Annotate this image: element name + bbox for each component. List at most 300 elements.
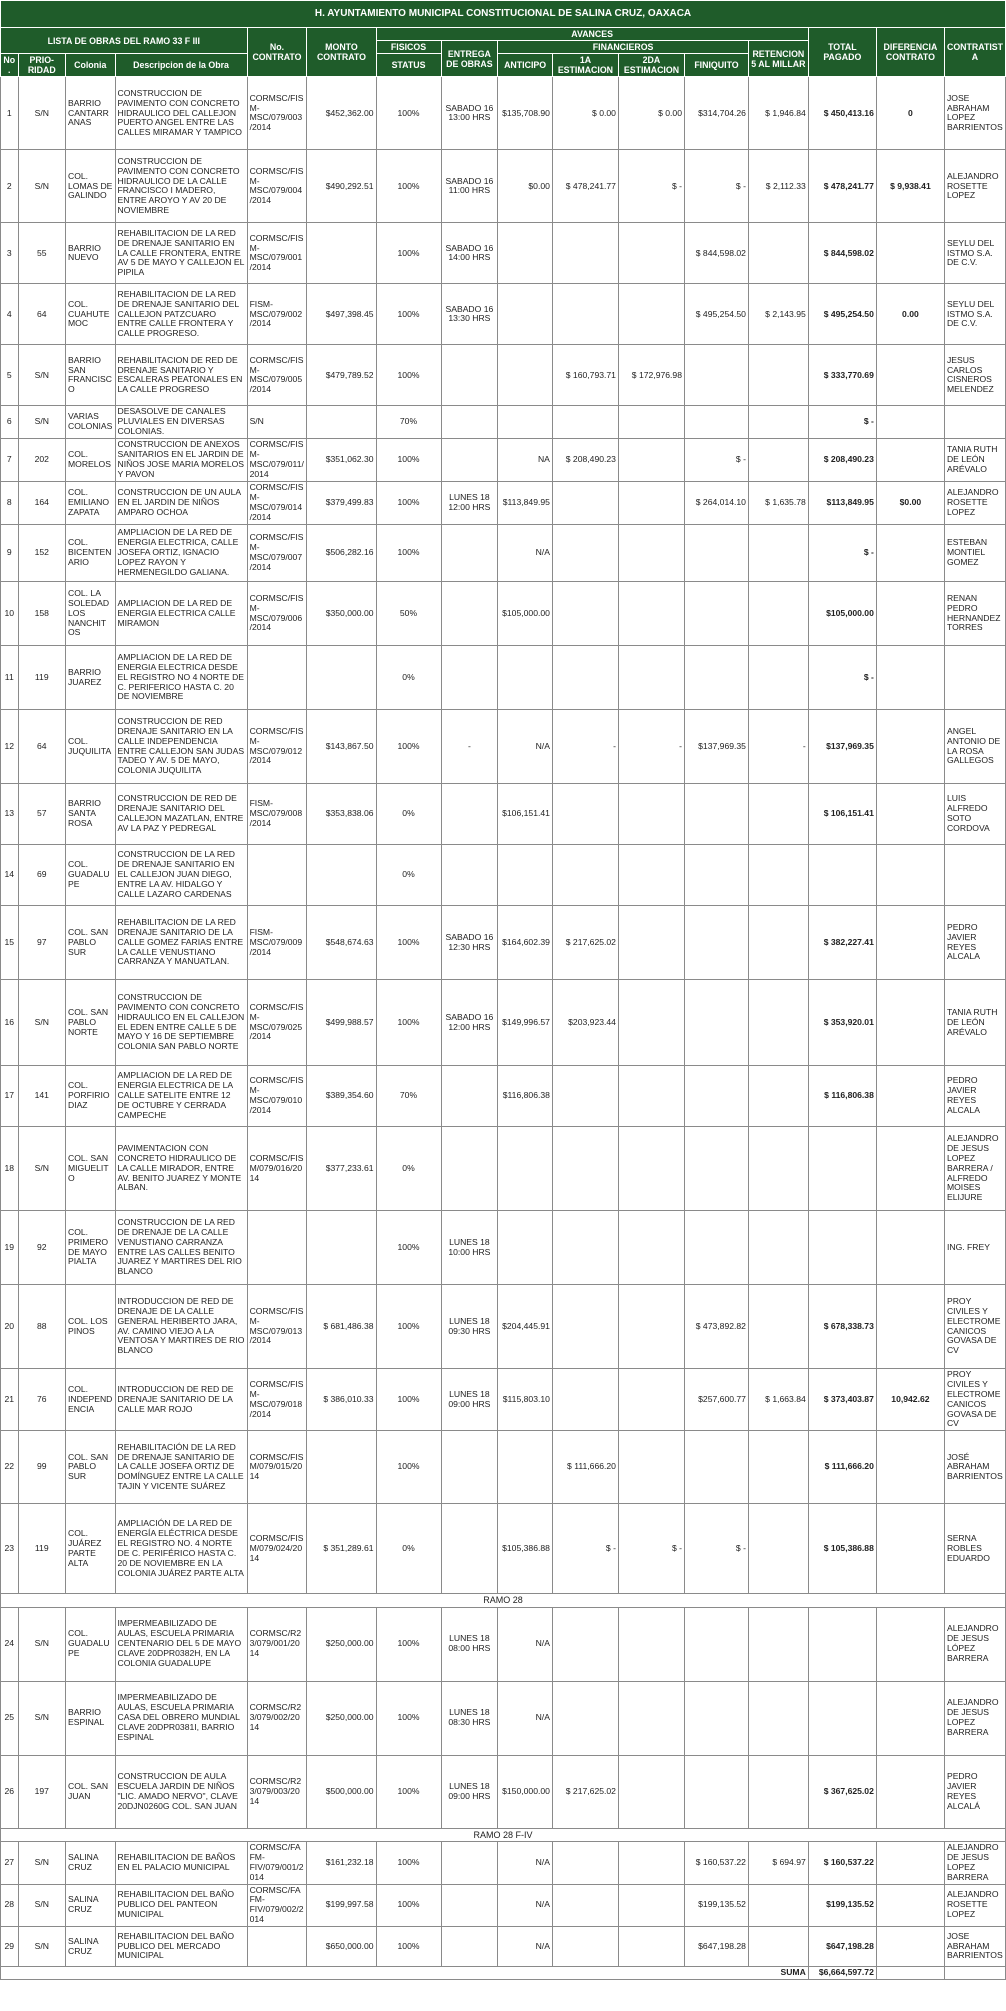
row-retention: $ 694.97 (748, 1842, 808, 1885)
row-retention (748, 1285, 808, 1369)
row-contractor: ALEJANDRO DE JESUS LOPEZ BARRERA (944, 1842, 1005, 1885)
row-contract-amount: $499,988.57 (307, 980, 376, 1066)
row-difference (876, 1504, 944, 1594)
row-number: 18 (1, 1127, 19, 1211)
row-colonia: SALINA CRUZ (65, 1884, 115, 1927)
row-description: INTRODUCCION DE RED DE DRENAJE DE LA CALLE GENERAL HERIBERTO JARA, AV. CAMINO VIEJO A LA VENTOSA Y MARTIRES DE RIO BLANCO (115, 1285, 247, 1369)
row-description: AMPLIACION DE LA RED DE ENERGIA ELECTRICA CALLE MIRAMON (115, 582, 247, 646)
row-difference (876, 906, 944, 980)
row-number: 27 (1, 1842, 19, 1885)
row-status: 100% (376, 150, 441, 223)
table-row (1, 345, 1006, 406)
row-difference: 10,942.62 (876, 1369, 944, 1431)
row-advance: $150,000.00 (498, 1755, 553, 1828)
row-colonia: COL. LOS PINOS (65, 1285, 115, 1369)
row-description: CONSTRUCCION DE PAVIMENTO CON CONCRETO HIDRAULICO DEL CALLEJON PUERTO ANGEL ENTRE LAS CALLES MIRAMAR Y TAMPICO (115, 77, 247, 150)
row-settlement: $ - (684, 150, 748, 223)
header-financieros: FINANCIEROS (498, 41, 749, 54)
row-number: 23 (1, 1504, 19, 1594)
row-contractor: SEYLU DEL ISTMO S.A. DE C.V. (944, 284, 1005, 345)
table-row (1, 150, 1006, 223)
row-total-paid: $ 450,413.16 (808, 77, 876, 150)
row-total-paid: $ 478,241.77 (808, 150, 876, 223)
row-status: 70% (376, 1066, 441, 1127)
row-difference (876, 710, 944, 784)
row-settlement: $ 844,598.02 (684, 223, 748, 284)
row-contractor: JOSÉ ABRAHAM BARRIENTOS (944, 1431, 1005, 1504)
table-row (1, 1681, 1006, 1755)
row-contractor: JOSE ABRAHAM LOPEZ BARRIENTOS (944, 77, 1005, 150)
row-delivery (441, 646, 498, 710)
row-contract-amount: $548,674.63 (307, 906, 376, 980)
row-retention (748, 1066, 808, 1127)
row-advance (498, 1127, 553, 1211)
row-estimate-1 (552, 284, 618, 345)
row-retention (748, 784, 808, 845)
row-estimate-2 (618, 646, 684, 710)
row-total-paid (808, 1211, 876, 1285)
row-colonia: BARRIO JUAREZ (65, 646, 115, 710)
row-settlement (684, 1127, 748, 1211)
row-difference (876, 1755, 944, 1828)
row-priority: 99 (18, 1431, 65, 1504)
row-contractor: JOSE ABRAHAM BARRIENTOS (944, 1927, 1005, 1967)
row-colonia: COL. SAN PABLO SUR (65, 1431, 115, 1504)
table-row (1, 1127, 1006, 1211)
row-status: 100% (376, 77, 441, 150)
row-contract-amount: $ 351,289.61 (307, 1504, 376, 1594)
row-number: 15 (1, 906, 19, 980)
row-total-paid: $ 678,338.73 (808, 1285, 876, 1369)
row-total-paid: $ 208,490.23 (808, 439, 876, 482)
row-estimate-1 (552, 1607, 618, 1681)
row-advance: NA (498, 439, 553, 482)
row-difference (876, 1127, 944, 1211)
row-contract-amount: $143,867.50 (307, 710, 376, 784)
row-total-paid (808, 1681, 876, 1755)
row-retention (748, 582, 808, 646)
row-advance (498, 1211, 553, 1285)
row-estimate-2 (618, 784, 684, 845)
row-delivery (441, 582, 498, 646)
row-settlement (684, 906, 748, 980)
header-retencion: RETENCION 5 AL MILLAR (748, 41, 808, 77)
row-delivery (441, 1066, 498, 1127)
row-settlement: $ 495,254.50 (684, 284, 748, 345)
row-colonia: COL. SAN JUAN (65, 1755, 115, 1828)
row-status: 0% (376, 1504, 441, 1594)
row-contract-number (247, 1211, 307, 1285)
row-retention (748, 1211, 808, 1285)
row-estimate-1 (552, 525, 618, 582)
row-difference (876, 1431, 944, 1504)
row-status: 70% (376, 406, 441, 439)
row-delivery: LUNES 18 09:00 HRS (441, 1369, 498, 1431)
row-total-paid: $ 111,666.20 (808, 1431, 876, 1504)
row-estimate-1 (552, 1681, 618, 1755)
row-estimate-2: $ 172,976.98 (618, 345, 684, 406)
row-settlement (684, 1755, 748, 1828)
row-difference: 0 (876, 77, 944, 150)
row-delivery: LUNES 18 09:30 HRS (441, 1285, 498, 1369)
row-number: 9 (1, 525, 19, 582)
row-contract-number: FISM-MSC/079/009/2014 (247, 906, 307, 980)
row-retention (748, 646, 808, 710)
row-number: 20 (1, 1285, 19, 1369)
row-status: 100% (376, 710, 441, 784)
row-contractor (944, 406, 1005, 439)
row-number: 14 (1, 845, 19, 906)
row-estimate-2 (618, 1066, 684, 1127)
row-contractor (944, 845, 1005, 906)
header-entrega: ENTREGA DE OBRAS (441, 41, 498, 77)
row-settlement: $ 473,892.82 (684, 1285, 748, 1369)
row-total-paid: $ - (808, 406, 876, 439)
row-retention (748, 1607, 808, 1681)
row-retention (748, 223, 808, 284)
row-estimate-1: $ - (552, 1504, 618, 1594)
document-title: H. AYUNTAMIENTO MUNICIPAL CONSTITUCIONAL DE SALINA CRUZ, OAXACA (1, 1, 1006, 28)
row-advance: $115,803.10 (498, 1369, 553, 1431)
table-row (1, 1369, 1006, 1431)
row-contractor: ESTEBAN MONTIEL GOMEZ (944, 525, 1005, 582)
row-description: REHABILITACIÓN DE LA RED DE DRENAJE SANITARIO DE LA CALLE JOSEFA ORTIZ DE DOMÍNGUEZ ENTRE LA CALLE TAJIN Y VICENTE SUÁREZ (115, 1431, 247, 1504)
row-estimate-1: $ 160,793.71 (552, 345, 618, 406)
row-advance: N/A (498, 525, 553, 582)
row-advance: $149,996.57 (498, 980, 553, 1066)
row-status: 100% (376, 1211, 441, 1285)
table-row (1, 1607, 1006, 1681)
row-contract-amount: $ 681,486.38 (307, 1285, 376, 1369)
row-advance: $0.00 (498, 150, 553, 223)
row-status: 100% (376, 1607, 441, 1681)
row-priority: S/N (18, 1681, 65, 1755)
row-contract-amount (307, 406, 376, 439)
row-retention (748, 1431, 808, 1504)
row-contract-amount: $377,233.61 (307, 1127, 376, 1211)
row-estimate-2 (618, 582, 684, 646)
table-row (1, 284, 1006, 345)
row-settlement: $314,704.26 (684, 77, 748, 150)
table-row (1, 1285, 1006, 1369)
row-advance: N/A (498, 1681, 553, 1755)
row-retention: $ 2,143.95 (748, 284, 808, 345)
row-retention (748, 1755, 808, 1828)
row-difference (876, 845, 944, 906)
row-contractor: RENAN PEDRO HERNANDEZ TORRES (944, 582, 1005, 646)
row-total-paid: $137,969.35 (808, 710, 876, 784)
row-advance: N/A (498, 1607, 553, 1681)
row-estimate-2 (618, 284, 684, 345)
row-contractor: TANIA RUTH DE LEÓN ARÉVALO (944, 980, 1005, 1066)
row-retention (748, 406, 808, 439)
row-contract-number: CORMSC/R23/079/001/2014 (247, 1607, 307, 1681)
row-difference (876, 439, 944, 482)
row-total-paid: $ 106,151.41 (808, 784, 876, 845)
row-contract-amount: $250,000.00 (307, 1681, 376, 1755)
row-priority: S/N (18, 1607, 65, 1681)
row-difference (876, 1884, 944, 1927)
row-priority: 92 (18, 1211, 65, 1285)
row-contractor: LUIS ALFREDO SOTO CORDOVA (944, 784, 1005, 845)
row-contractor: ING. FREY (944, 1211, 1005, 1285)
row-contract-amount: $650,000.00 (307, 1927, 376, 1967)
table-row (1, 406, 1006, 439)
row-status: 100% (376, 1369, 441, 1431)
row-difference (876, 1842, 944, 1885)
row-contractor: ALEJANDRO ROSETTE LOPEZ (944, 482, 1005, 525)
row-priority: 57 (18, 784, 65, 845)
row-status: 0% (376, 784, 441, 845)
table-row (1, 1504, 1006, 1594)
row-description: REHABILITACION DEL BAÑO PUBLICO DEL MERCADO MUNICIPAL (115, 1927, 247, 1967)
row-contractor: ALEJANDRO DE JESUS LOPEZ BARRERA (944, 1681, 1005, 1755)
row-estimate-1: $ 111,666.20 (552, 1431, 618, 1504)
row-number: 5 (1, 345, 19, 406)
row-settlement: $647,198.28 (684, 1927, 748, 1967)
row-estimate-1 (552, 1211, 618, 1285)
table-row (1, 1842, 1006, 1885)
row-colonia: COL. INDEPENDENCIA (65, 1369, 115, 1431)
row-description: REHABILITACION DE LA RED DRENAJE SANITARIO DE LA CALLE GOMEZ FARIAS ENTRE LA CALLE VENUSTIANO CARRANZA Y MANUATLAN. (115, 906, 247, 980)
row-estimate-1: $ 208,490.23 (552, 439, 618, 482)
row-status: 100% (376, 439, 441, 482)
table-row (1, 482, 1006, 525)
row-estimate-1: - (552, 710, 618, 784)
row-delivery: LUNES 18 10:00 HRS (441, 1211, 498, 1285)
row-contractor: ALEJANDRO ROSETTE LOPEZ (944, 150, 1005, 223)
row-delivery: LUNES 18 12:00 HRS (441, 482, 498, 525)
row-priority: S/N (18, 1927, 65, 1967)
header-prioridad: PRIO-RIDAD (18, 54, 65, 77)
header-colonia: Colonia (65, 54, 115, 77)
row-advance: N/A (498, 1842, 553, 1885)
row-status: 100% (376, 1285, 441, 1369)
row-difference (876, 784, 944, 845)
row-contract-number: CORMSC/FISM-MSC/079/006/2014 (247, 582, 307, 646)
row-contract-amount (307, 1431, 376, 1504)
row-status: 100% (376, 525, 441, 582)
row-status: 100% (376, 223, 441, 284)
row-advance (498, 284, 553, 345)
row-advance (498, 845, 553, 906)
table-row (1, 223, 1006, 284)
row-difference (876, 1927, 944, 1967)
row-colonia: COL. MORELOS (65, 439, 115, 482)
row-advance (498, 345, 553, 406)
header-status: STATUS (376, 54, 441, 77)
row-colonia: BARRIO CANTARRANAS (65, 77, 115, 150)
header-no: No. (1, 54, 19, 77)
row-settlement (684, 646, 748, 710)
row-estimate-2 (618, 223, 684, 284)
header-total-pagado: TOTAL PAGADO (808, 28, 876, 77)
row-priority: 97 (18, 906, 65, 980)
row-estimate-1 (552, 582, 618, 646)
header-monto-contrato: MONTO CONTRATO (307, 28, 376, 77)
row-retention: $ 1,946.84 (748, 77, 808, 150)
row-colonia: BARRIO ESPINAL (65, 1681, 115, 1755)
row-retention: - (748, 710, 808, 784)
row-contractor (944, 646, 1005, 710)
row-contractor: TANIA RUTH DE LEÓN ARÉVALO (944, 439, 1005, 482)
row-contract-amount: $250,000.00 (307, 1607, 376, 1681)
row-retention (748, 845, 808, 906)
row-priority: 152 (18, 525, 65, 582)
row-delivery: SABADO 16 12:00 HRS (441, 980, 498, 1066)
table-row (1, 1884, 1006, 1927)
row-retention (748, 980, 808, 1066)
row-status: 100% (376, 284, 441, 345)
row-delivery: LUNES 18 08:00 HRS (441, 1607, 498, 1681)
row-estimate-1: $ 217,625.02 (552, 1755, 618, 1828)
table-row (1, 1211, 1006, 1285)
row-colonia: COL. JUQUILITA (65, 710, 115, 784)
row-delivery (441, 784, 498, 845)
row-colonia: COL. EMILIANO ZAPATA (65, 482, 115, 525)
row-contract-number (247, 646, 307, 710)
row-contractor: PEDRO JAVIER REYES ALCALA (944, 906, 1005, 980)
row-colonia: BARRIO SANTA ROSA (65, 784, 115, 845)
row-retention: $ 1,635.78 (748, 482, 808, 525)
row-description: CONSTRUCCION DE UN AULA EN EL JARDIN DE NIÑOS AMPARO OCHOA (115, 482, 247, 525)
row-contract-number: S/N (247, 406, 307, 439)
row-description: AMPLIACION DE LA RED DE ENERGIA ELECTRICA DE LA CALLE SATELITE ENTRE 12 DE OCTUBRE Y CERRADA CAMPECHE (115, 1066, 247, 1127)
list-header: LISTA DE OBRAS DEL RAMO 33 F III (1, 28, 248, 54)
row-difference (876, 646, 944, 710)
row-priority: 64 (18, 710, 65, 784)
row-total-paid: $ 382,227.41 (808, 906, 876, 980)
row-difference (876, 525, 944, 582)
row-contract-number: CORMSC/FISM-MSC/079/003/2014 (247, 77, 307, 150)
row-difference (876, 406, 944, 439)
row-colonia: VARIAS COLONIAS (65, 406, 115, 439)
row-number: 16 (1, 980, 19, 1066)
row-difference: $ 9,938.41 (876, 150, 944, 223)
row-estimate-1 (552, 1127, 618, 1211)
row-status: 100% (376, 906, 441, 980)
row-delivery: - (441, 710, 498, 784)
row-number: 28 (1, 1884, 19, 1927)
row-description: AMPLIACIÓN DE LA RED DE ENERGÍA ELÉCTRICA DESDE EL REGISTRO NO. 4 NORTE DE C. PERIFÉRICO HASTA C. 20 DE NOVIEMBRE EN LA COLONIA JUÁREZ PARTE ALTA (115, 1504, 247, 1594)
row-estimate-2 (618, 1211, 684, 1285)
row-colonia: SALINA CRUZ (65, 1842, 115, 1885)
row-contract-number: CORMSC/FISM/079/024/2014 (247, 1504, 307, 1594)
row-priority: 119 (18, 1504, 65, 1594)
row-estimate-1 (552, 1066, 618, 1127)
row-estimate-1 (552, 1285, 618, 1369)
row-contract-amount: $161,232.18 (307, 1842, 376, 1885)
row-priority: S/N (18, 345, 65, 406)
row-colonia: BARRIO SAN FRANCISCO (65, 345, 115, 406)
row-contract-amount: $351,062.30 (307, 439, 376, 482)
row-contract-number: CORMSC/FISM-MSC/079/001/2014 (247, 223, 307, 284)
row-description: CONSTRUCCION DE PAVIMENTO CON CONCRETO HIDRAULICO DE LA CALLE FRANCISCO I MADERO, ENTRE AROYO Y AV 20 DE NOVIEMBRE (115, 150, 247, 223)
row-description: REHABILITACION DE BAÑOS EN EL PALACIO MUNICIPAL (115, 1842, 247, 1885)
row-retention (748, 1681, 808, 1755)
row-difference (876, 1211, 944, 1285)
row-estimate-1 (552, 845, 618, 906)
row-status: 100% (376, 482, 441, 525)
row-contract-amount: $350,000.00 (307, 582, 376, 646)
row-description: PAVIMENTACION CON CONCRETO HIDRAULICO DE LA CALLE MIRADOR, ENTRE AV. BENITO JUAREZ Y MONTE ALBAN. (115, 1127, 247, 1211)
row-estimate-1 (552, 646, 618, 710)
row-colonia: COL. CUAHUTEMOC (65, 284, 115, 345)
row-settlement (684, 345, 748, 406)
row-total-paid: $ 373,403.87 (808, 1369, 876, 1431)
row-settlement: $137,969.35 (684, 710, 748, 784)
row-contract-number (247, 1927, 307, 1967)
row-status: 0% (376, 845, 441, 906)
row-contract-amount: $452,362.00 (307, 77, 376, 150)
row-colonia: COL. GUADALUPE (65, 845, 115, 906)
row-total-paid (808, 1127, 876, 1211)
row-retention (748, 1127, 808, 1211)
row-advance: $164,602.39 (498, 906, 553, 980)
row-settlement (684, 1211, 748, 1285)
row-contract-amount (307, 223, 376, 284)
header-finiquito: FINIQUITO (684, 54, 748, 77)
header-est1: 1A ESTIMACION (552, 54, 618, 77)
row-delivery (441, 1884, 498, 1927)
row-contract-amount: $497,398.45 (307, 284, 376, 345)
row-estimate-2 (618, 1842, 684, 1885)
row-total-paid: $ - (808, 646, 876, 710)
row-contractor: PEDRO JAVIER REYES ALCALÁ (944, 1755, 1005, 1828)
row-priority: 88 (18, 1285, 65, 1369)
row-colonia: COL. PORFIRIO DIAZ (65, 1066, 115, 1127)
row-settlement (684, 1681, 748, 1755)
row-description: CONSTRUCCION DE LA RED DE DRENAJE SANITARIO EN EL CALLEJON JUAN DIEGO, ENTRE LA AV. HIDALGO Y CALLE LAZARO CARDENAS (115, 845, 247, 906)
row-advance: N/A (498, 1927, 553, 1967)
row-description: IMPERMEABILIZADO DE AULAS, ESCUELA PRIMARIA CASA DEL OBRERO MUNDIAL CLAVE 20DPR0381I, BARRIO ESPINAL (115, 1681, 247, 1755)
row-description: CONSTRUCCION DE RED DE DRENAJE SANITARIO DEL CALLEJON MAZATLAN, ENTRE AV LA PAZ Y PEDREGAL (115, 784, 247, 845)
row-number: 21 (1, 1369, 19, 1431)
row-settlement (684, 1066, 748, 1127)
row-contract-number: CORMSC/FISM/079/015/2014 (247, 1431, 307, 1504)
row-contract-number: CORMSC/FISM-MSC/079/011/2014 (247, 439, 307, 482)
row-delivery (441, 345, 498, 406)
row-settlement: $ - (684, 439, 748, 482)
row-contractor: ALEJANDRO DE JESUS LOPEZ BARRERA / ALFREDO MOISES ELIJURE (944, 1127, 1005, 1211)
row-description: CONSTRUCCION DE AULA ESCUELA JARDIN DE NIÑOS "LIC. AMADO NERVO", CLAVE 20DJN0260G COL. SAN JUAN (115, 1755, 247, 1828)
row-number: 25 (1, 1681, 19, 1755)
row-description: REHABILITACION DE LA RED DE DRENAJE SANITARIO DEL CALLEJON PATZCUARO ENTRE CALLE FRONTERA Y CALLE PROGRESO. (115, 284, 247, 345)
row-priority: S/N (18, 980, 65, 1066)
header-no-contrato: No. CONTRATO (247, 28, 307, 77)
row-settlement: $257,600.77 (684, 1369, 748, 1431)
row-advance: N/A (498, 710, 553, 784)
row-contract-amount: $389,354.60 (307, 1066, 376, 1127)
row-difference (876, 345, 944, 406)
row-colonia: COL. PRIMERO DE MAYO PIALTA (65, 1211, 115, 1285)
row-priority: 158 (18, 582, 65, 646)
row-description: REHABILITACION DE LA RED DE DRENAJE SANITARIO EN LA CALLE FRONTERA, ENTRE AV 5 DE MAYO Y CALLEJON EL PIPILA (115, 223, 247, 284)
table-row (1, 439, 1006, 482)
row-advance (498, 646, 553, 710)
row-contract-amount: $500,000.00 (307, 1755, 376, 1828)
row-advance: $204,445.91 (498, 1285, 553, 1369)
row-description: CONSTRUCCION DE RED DRENAJE SANITARIO EN LA CALLE INDEPENDENCIA ENTRE CALLEJON SAN JUDAS TADEO Y AV. 5 DE MAYO, COLONIA JUQUILITA (115, 710, 247, 784)
row-settlement: $ 264,014.10 (684, 482, 748, 525)
row-settlement: $199,135.52 (684, 1884, 748, 1927)
row-priority: 119 (18, 646, 65, 710)
row-delivery: SABADO 16 13:00 HRS (441, 77, 498, 150)
row-priority: S/N (18, 1127, 65, 1211)
row-colonia: COL. LA SOLEDAD LOS NANCHITOS (65, 582, 115, 646)
row-colonia: SALINA CRUZ (65, 1927, 115, 1967)
row-delivery: LUNES 18 09:00 HRS (441, 1755, 498, 1828)
